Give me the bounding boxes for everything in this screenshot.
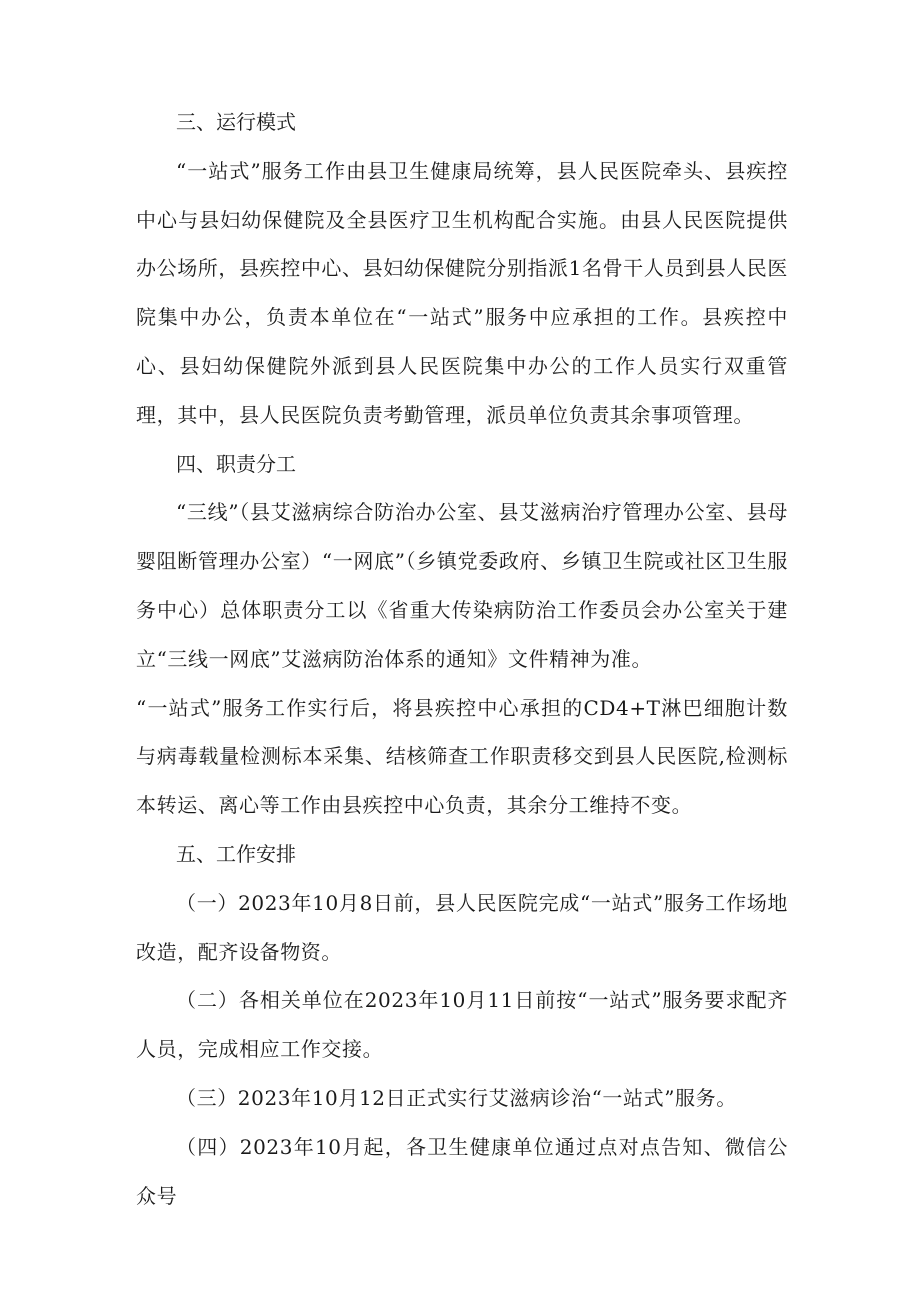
- section-heading: 三、运行模式: [176, 110, 296, 134]
- list-item: （四）2023年10月起，各卫生健康单位通过点对点告知、微信公众号: [136, 1134, 788, 1208]
- section-operation-mode: [136, 98, 788, 440]
- section-work-arrangement: [136, 830, 788, 1220]
- section-heading: 四、职责分工: [176, 451, 296, 476]
- body-paragraph: “一站式”服务工作实行后，将县疾控中心承担的CD4+T淋巴细胞计数与病毒载量检测标本采集、结核筛查工作职责移交到县人民医院,检测标本转运、离心等工作由县疾控中心负责，其余分工维持不变。: [136, 695, 788, 818]
- list-item: （一）2023年10月8日前，县人民医院完成“一站式”服务工作场地改造，配齐设备物资。: [136, 890, 788, 964]
- body-paragraph: “三线”（县艾滋病综合防治办公室、县艾滋病治疗管理办公室、县母婴阻断管理办公室）“一网底”（乡镇党委政府、乡镇卫生院或社区卫生服务中心）总体职责分工以《省重大传染病防治工作委员会办公室关于建立“三线一网底”艾滋病防治体系的通知》文件精神为准。: [136, 500, 788, 671]
- body-paragraph: “一站式”服务工作由县卫生健康局统筹，县人民医院牵头、县疾控中心与县妇幼保健院及全县医疗卫生机构配合实施。由县人民医院提供办公场所，县疾控中心、县妇幼保健院分别指派1名骨干人员到县人民医院集中办公，负责本单位在“一站式”服务中应承担的工作。县疾控中心、县妇幼保健院外派到县人民医院集中办公的工作人员实行双重管理，其中，县人民医院负责考勤管理，派员单位负责其余事项管理。: [136, 158, 788, 427]
- section-heading: 五、工作安排: [176, 841, 296, 866]
- list-item: （三）2023年10月12日正式实行艾滋病诊治“一站式”服务。: [176, 1085, 737, 1110]
- section-responsibilities: [136, 440, 788, 830]
- list-item: （二）各相关单位在2023年10月11日前按“一站式”服务要求配齐人员，完成相应工作交接。: [136, 988, 788, 1062]
- document-body: [136, 98, 788, 1220]
